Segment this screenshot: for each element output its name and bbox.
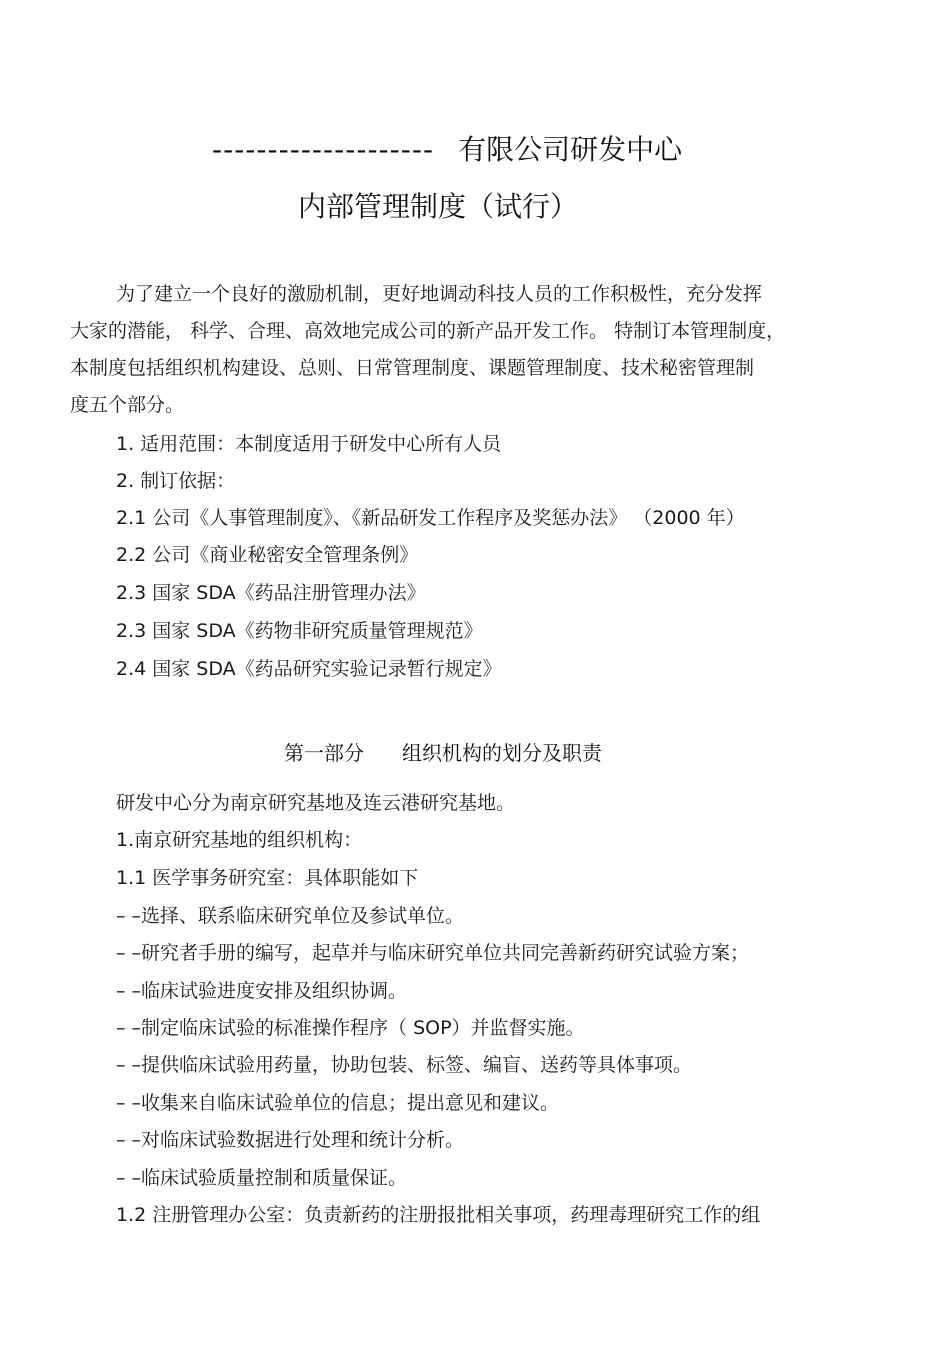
intro-line: 本制度包括组织机构建设、总则、日常管理制度、课题管理制度、技术秘密管理制 [70,357,755,379]
title-company-name: 有限公司研发中心 [458,133,683,166]
body-line: – –研究者手册的编写，起草并与临床研究单位共同完善新药研究试验方案； [116,942,750,964]
body-line: – –对临床试验数据进行处理和统计分析。 [116,1129,465,1151]
title-company-placeholder: -------------------- [212,133,435,166]
section-title: 组织机构的划分及职责 [402,741,602,765]
document-subtitle: 内部管理制度（试行） [298,190,579,223]
list-item: 2.2 公司《商业秘密安全管理条例》 [116,544,419,566]
body-line: 1.1 医学事务研究室：具体职能如下 [116,867,419,889]
body-line: 1.2 注册管理办公室：负责新药的注册报批相关事项，药理毒理研究工作的组 [116,1204,761,1226]
body-line: – –临床试验进度安排及组织协调。 [116,980,408,1002]
list-item: 2.1 公司《人事管理制度》、《新品研发工作程序及奖惩办法》 （2000 年） [116,507,745,529]
body-line: – –临床试验质量控制和质量保证。 [116,1167,408,1189]
intro-line: 大家的潜能， 科学、合理、高效地完成公司的新产品开发工作。 特制订本管理制度， [70,320,786,342]
document-title [212,133,682,167]
body-line: – –提供临床试验用药量，协助包装、标签、编盲、送药等具体事项。 [116,1054,693,1076]
list-item: 2.3 国家 SDA《药品注册管理办法》 [116,582,426,604]
section-part-number: 第一部分 [284,741,364,765]
list-item: 2. 制订依据： [116,470,236,492]
body-line: 1.南京研究基地的组织机构： [116,829,363,851]
body-line: – –收集来自临床试验单位的信息；提出意见和建议。 [116,1092,560,1114]
intro-line: 度五个部分。 [70,394,185,416]
list-item: 2.4 国家 SDA《药品研究实验记录暂行规定》 [116,658,502,680]
intro-line: 为了建立一个良好的激励机制，更好地调动科技人员的工作积极性，充分发挥 [116,283,763,305]
body-line: – –制定临床试验的标准操作程序（ SOP）并监督实施。 [116,1017,585,1039]
body-line: 研发中心分为南京研究基地及连云港研究基地。 [116,792,516,814]
list-item: 2.3 国家 SDA《药物非研究质量管理规范》 [116,620,483,642]
section-heading [284,740,602,766]
list-item: 1. 适用范围：本制度适用于研发中心所有人员 [116,433,502,455]
body-line: – –选择、联系临床研究单位及参试单位。 [116,905,465,927]
